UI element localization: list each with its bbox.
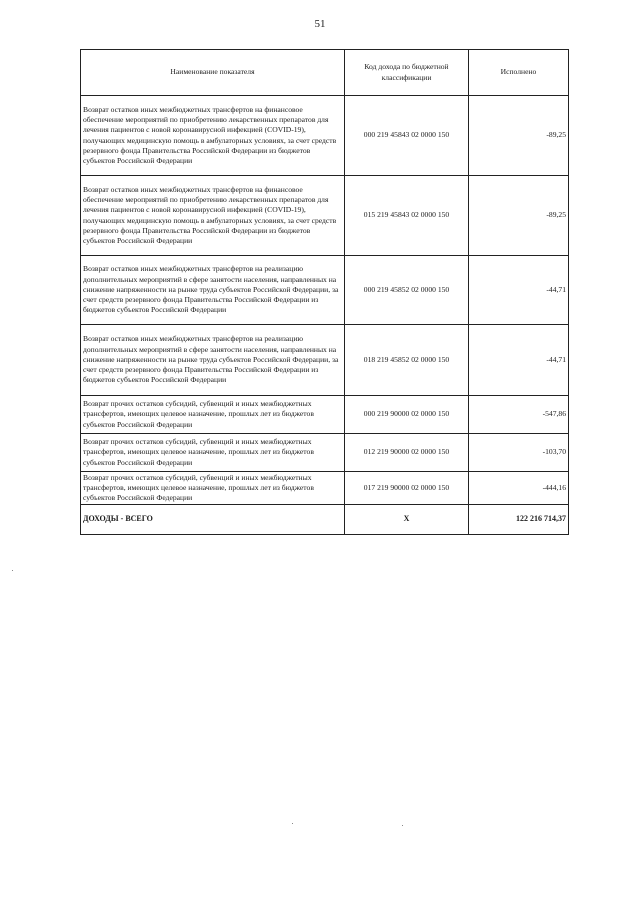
row-name: Возврат остатков иных межбюджетных трансфертов на реализацию дополнительных мероприятий в сфере занятости населения, направленных на снижение напряженности на рынке труда субъектов Российской Федерации, за счет средств резервного фонда Правительства Российской Федерации из бюджетов субъектов Российской Федерации [81,256,345,325]
total-value: 122 216 714,37 [469,505,569,535]
header-value: Исполнено [469,50,569,96]
row-code: 017 219 90000 02 0000 150 [345,472,469,505]
row-value: -547,86 [469,396,569,434]
row-code: 018 219 45852 02 0000 150 [345,325,469,396]
header-code: Код дохода по бюджетной классификации [345,50,469,96]
row-code: 000 219 45852 02 0000 150 [345,256,469,325]
scan-speck [402,825,403,826]
scan-speck [12,570,13,571]
row-code: 000 219 90000 02 0000 150 [345,396,469,434]
row-value: -103,70 [469,434,569,472]
table-row [81,396,569,434]
row-value: -44,71 [469,325,569,396]
row-name: Возврат остатков иных межбюджетных трансфертов на финансовое обеспечение мероприятий по приобретению лекарственных препаратов для лечения пациентов с новой коронавирусной инфекцией (COVID-19), получающих медицинскую помощь в амбулаторных условиях, за счет средств резервного фонда Правительства Российской Федерации из бюджетов субъектов Российской Федерации [81,176,345,256]
row-code: 000 219 45843 02 0000 150 [345,96,469,176]
row-name: Возврат прочих остатков субсидий, субвенций и иных межбюджетных трансфертов, имеющих целевое назначение, прошлых лет из бюджетов субъектов Российской Федерации [81,472,345,505]
table-row [81,325,569,396]
row-value: -44,71 [469,256,569,325]
total-name: ДОХОДЫ - ВСЕГО [81,505,345,535]
row-name: Возврат прочих остатков субсидий, субвенций и иных межбюджетных трансфертов, имеющих целевое назначение, прошлых лет из бюджетов субъектов Российской Федерации [81,396,345,434]
table-row [81,434,569,472]
header-name: Наименование показателя [81,50,345,96]
row-value: -89,25 [469,176,569,256]
row-code: 015 219 45843 02 0000 150 [345,176,469,256]
row-value: -89,25 [469,96,569,176]
table-header-row [81,50,569,96]
table-row [81,96,569,176]
total-code: X [345,505,469,535]
table-row [81,256,569,325]
row-name: Возврат остатков иных межбюджетных трансфертов на финансовое обеспечение мероприятий по приобретению лекарственных препаратов для лечения пациентов с новой коронавирусной инфекцией (COVID-19), получающих медицинскую помощь в амбулаторных условиях, за счет средств резервного фонда Правительства Российской Федерации из бюджетов субъектов Российской Федерации [81,96,345,176]
total-row [81,505,569,535]
row-name: Возврат остатков иных межбюджетных трансфертов на реализацию дополнительных мероприятий в сфере занятости населения, направленных на снижение напряженности на рынке труда субъектов Российской Федерации, за счет средств резервного фонда Правительства Российской Федерации из бюджетов субъектов Российской Федерации [81,325,345,396]
table-row [81,472,569,505]
row-code: 012 219 90000 02 0000 150 [345,434,469,472]
table-row [81,176,569,256]
page-number: 51 [314,18,326,30]
row-name: Возврат прочих остатков субсидий, субвенций и иных межбюджетных трансфертов, имеющих целевое назначение, прошлых лет из бюджетов субъектов Российской Федерации [81,434,345,472]
row-value: -444,16 [469,472,569,505]
scan-speck [292,823,293,824]
revenue-table [80,49,569,535]
